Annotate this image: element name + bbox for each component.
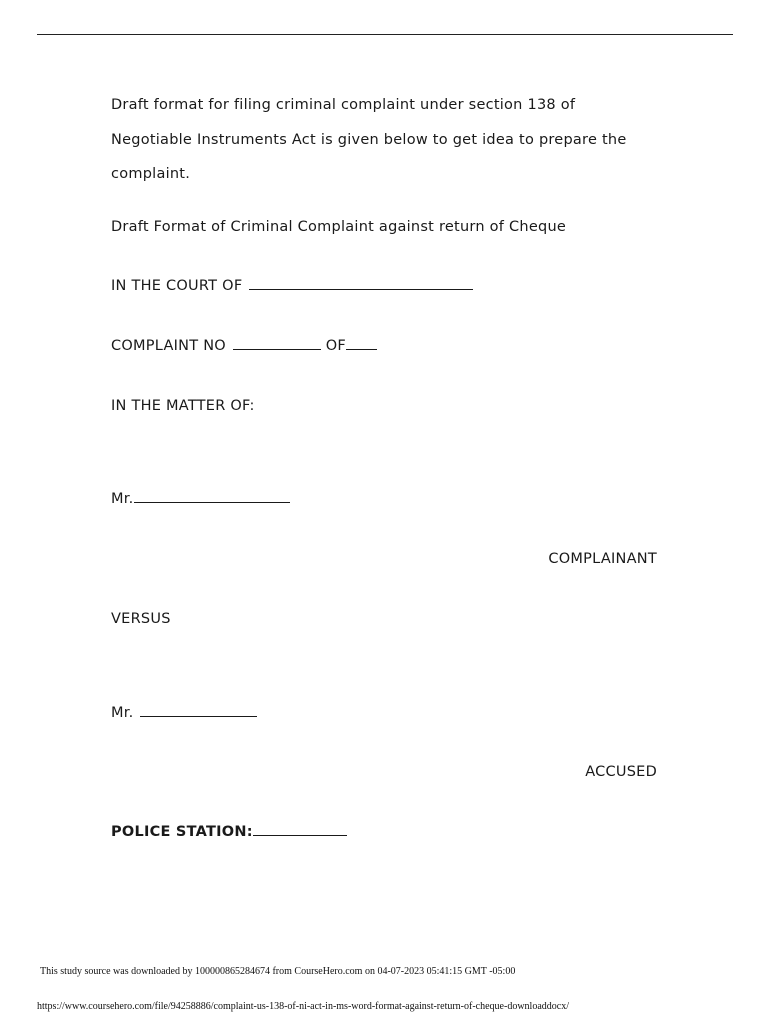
source-url[interactable]: https://www.coursehero.com/file/94258886/complaint-us-138-of-ni-act-in-ms-word-format-against-return-of-cheque-downloaddocx/ — [37, 1001, 569, 1012]
draft-heading: Draft Format of Criminal Complaint against return of Cheque — [111, 219, 567, 235]
download-note: This study source was downloaded by 100000865284674 from CourseHero.com on 04-07-2023 05:41:15 GMT -05:00 — [40, 966, 516, 977]
accused-name-line — [111, 704, 257, 722]
court-line — [111, 277, 473, 295]
complaint-year-blank[interactable] — [346, 337, 377, 350]
complaint-number-blank[interactable] — [233, 337, 321, 350]
complaint-no-label: COMPLAINT NO — [111, 338, 226, 354]
accused-name-blank[interactable] — [140, 704, 257, 717]
versus-label: VERSUS — [111, 611, 171, 627]
accused-prefix: Mr. — [111, 705, 134, 721]
complainant-label: COMPLAINANT — [548, 551, 657, 567]
complaint-no-line — [111, 337, 377, 355]
intro-line-3: complaint. — [111, 166, 191, 182]
police-station-label: POLICE STATION: — [111, 824, 253, 840]
court-label: IN THE COURT OF — [111, 278, 243, 294]
complainant-name-line — [111, 490, 290, 508]
of-label: OF — [325, 338, 346, 354]
complainant-name-blank[interactable] — [134, 490, 290, 503]
top-rule — [37, 34, 733, 35]
intro-line-2: Negotiable Instruments Act is given below to get idea to prepare the — [111, 131, 627, 148]
matter-label: IN THE MATTER OF: — [111, 398, 255, 414]
intro-paragraph — [111, 88, 671, 192]
accused-label: ACCUSED — [585, 764, 657, 780]
police-station-blank[interactable] — [253, 823, 347, 836]
court-name-blank[interactable] — [249, 277, 473, 290]
intro-line-1: Draft format for filing criminal complaint under section 138 of — [111, 97, 576, 113]
complainant-prefix: Mr. — [111, 491, 134, 507]
police-station-line — [111, 823, 347, 841]
